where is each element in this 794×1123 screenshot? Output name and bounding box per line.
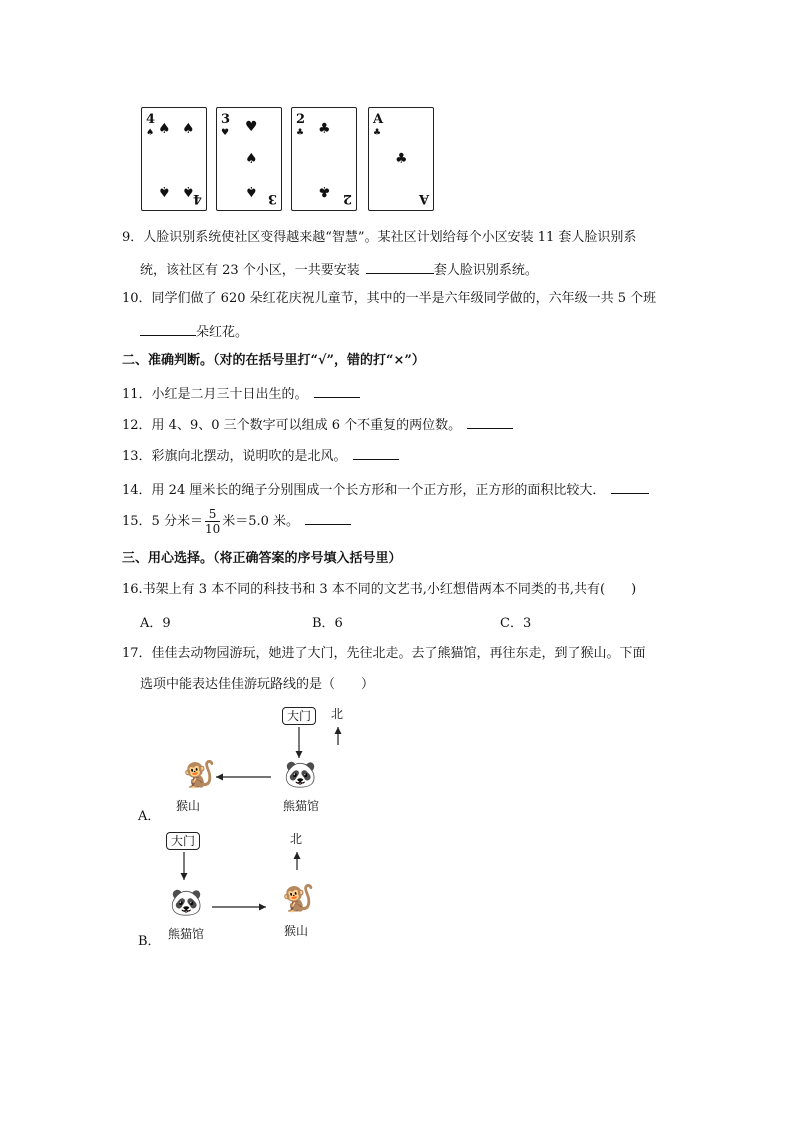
fraction-denominator: 10: [204, 522, 221, 536]
panda-house-label: 熊猫馆: [168, 927, 205, 941]
monkey-icon: 🐒: [282, 884, 315, 914]
question-17-line1: 17．佳佳去动物园游玩，她进了大门，先往北走。去了熊猫馆，再往东走，到了猴山。下面: [122, 646, 646, 661]
question-15-tail: 米＝5.0 米。: [222, 514, 300, 529]
option-a-label[interactable]: A．: [138, 809, 161, 824]
question-14-text: 14．用 24 厘米长的绳子分别围成一个长方形和一个正方形，正方形的面积比较大．: [122, 483, 606, 498]
option-b-label[interactable]: B．: [138, 934, 161, 949]
gate-label: 大门: [282, 707, 316, 725]
card-rank: 4: [192, 191, 202, 206]
spade-icon: ♠: [245, 151, 258, 167]
spade-icon: ♠: [146, 128, 155, 138]
question-12-text: 12．用 4、9、0 三个数字可以组成 6 个不重复的两位数。: [122, 418, 462, 433]
question-10-tail: 朵红花。: [196, 325, 249, 340]
card-rank: A: [373, 112, 384, 127]
question-9-line1: 9．人脸识别系统使社区变得越来越“智慧”。某社区计划给每个小区安装 11 套人脸识别系: [122, 230, 637, 245]
club-icon: ♣: [373, 128, 382, 138]
card-rank: 2: [342, 191, 352, 206]
card-rank: 2: [296, 112, 306, 127]
question-15-text: 15．5 分米＝: [122, 514, 203, 529]
spade-icon: ♠: [158, 121, 171, 137]
heart-icon: ♥: [245, 119, 258, 135]
monkey-hill-label: 猴山: [176, 799, 201, 813]
spade-icon: ♠: [245, 183, 258, 199]
gate-label: 大门: [166, 832, 200, 850]
question-10-line1: 10．同学们做了 620 朵红花庆祝儿童节，其中的一半是六年级同学做的，六年级一共 5 个班: [122, 291, 657, 306]
option-c[interactable]: C．3: [500, 616, 532, 631]
section-2-title: 二、准确判断。（对的在括号里打“√”，错的打“×”）: [122, 353, 425, 368]
option-a[interactable]: A．9: [140, 616, 171, 631]
question-17-line2: 选项中能表达佳佳游玩路线的是（ ）: [140, 677, 375, 692]
option-b[interactable]: B．6: [312, 616, 343, 631]
question-16: 16.书架上有 3 本不同的科技书和 3 本不同的文艺书,小红想借两本不同类的书,共有( ): [122, 582, 637, 597]
monkey-icon: 🐒: [183, 760, 216, 790]
spade-icon: ♠: [182, 183, 195, 199]
section-3-title: 三、用心选择。（将正确答案的序号填入括号里）: [122, 551, 402, 566]
question-11-text: 11．小红是二月三十日出生的。: [122, 387, 308, 402]
question-13-text: 13．彩旗向北摆动，说明吹的是北风。: [122, 449, 347, 464]
club-icon: ♣: [318, 183, 331, 199]
card-rank: 3: [267, 191, 277, 206]
card-rank: A: [418, 191, 429, 206]
question-9-text: 统，该社区有 23 个小区，一共要安装: [140, 263, 360, 278]
north-label: 北: [331, 707, 344, 721]
card-rank: 3: [221, 112, 231, 127]
club-icon: ♣: [296, 128, 305, 138]
panda-icon: 🐼: [284, 760, 317, 790]
monkey-hill-label: 猴山: [284, 924, 309, 938]
spade-icon: ♠: [158, 183, 171, 199]
club-icon: ♣: [318, 121, 331, 137]
card-rank: 4: [146, 112, 156, 127]
fraction-numerator: 5: [205, 507, 220, 522]
heart-icon: ♥: [221, 128, 230, 138]
panda-house-label: 熊猫馆: [283, 799, 320, 813]
question-9-tail: 套人脸识别系统。: [433, 263, 538, 278]
club-icon: ♣: [395, 151, 408, 167]
panda-icon: 🐼: [170, 888, 203, 918]
spade-icon: ♠: [182, 121, 195, 137]
north-label: 北: [290, 832, 303, 846]
